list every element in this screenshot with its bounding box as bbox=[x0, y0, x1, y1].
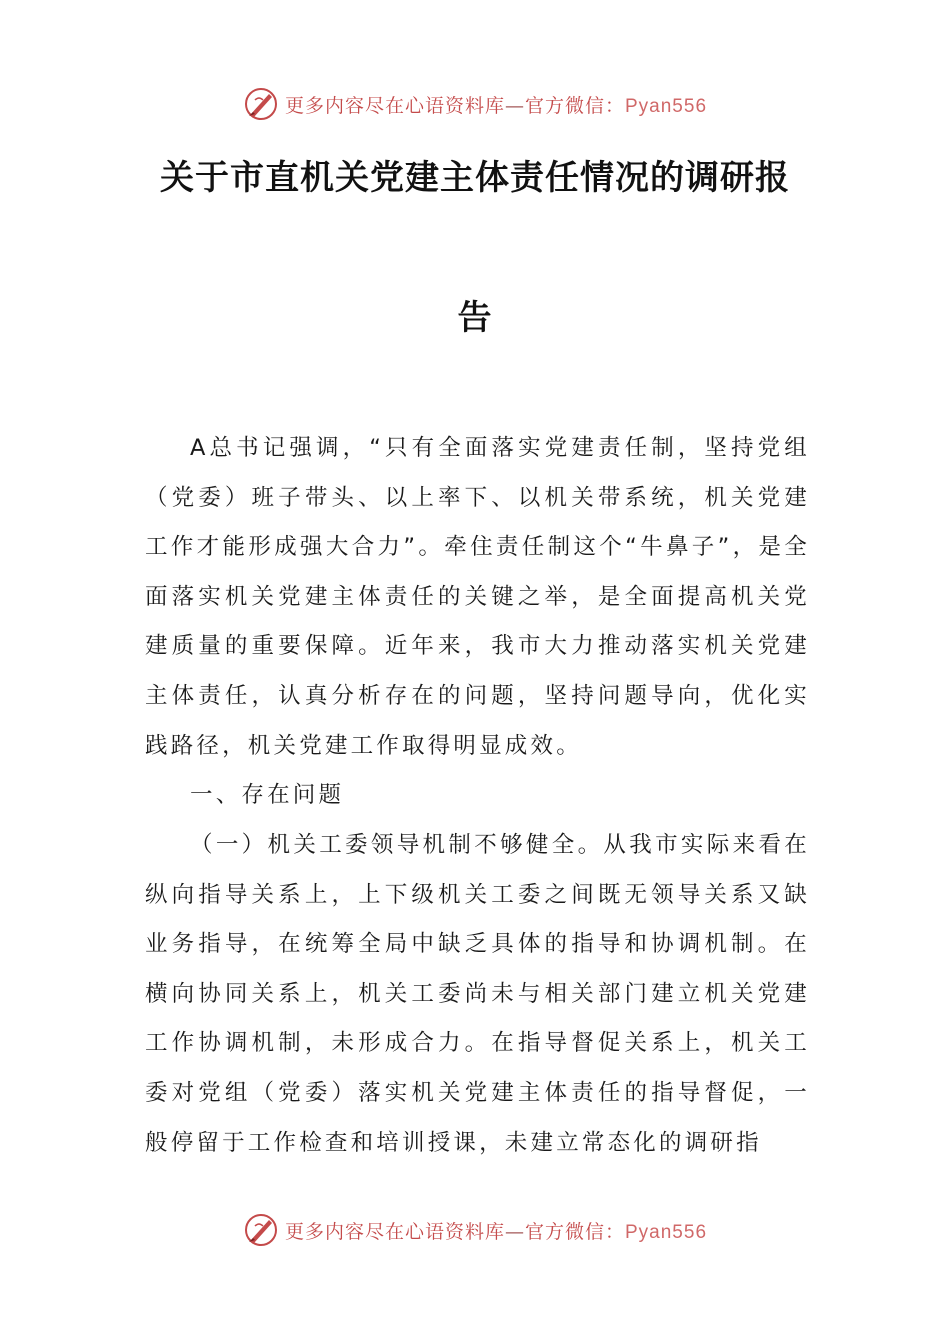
paragraph-intro-text: A总书记强调，“只有全面落实党建责任制，坚持党组（党委）班子带头、以上率下、以机关带系统，机关党建工作才能形成强大合力”。牵住责任制这个“牛鼻子”，是全面落实机关党建主体责任的关键之举，是全面提高机关党建质量的重要保障。近年来，我市大力推动落实机关党建主体责任，认真分析存在的问题，坚持问题导向，优化实践路径，机关党建工作取得明显成效。 bbox=[145, 435, 810, 759]
paragraph-problem-1 bbox=[145, 821, 810, 1168]
document-title-line-1: 关于市直机关党建主体责任情况的调研报 bbox=[160, 158, 790, 198]
watermark-text: 更多内容尽在心语资料库—官方微信：Pyan556 bbox=[284, 1220, 708, 1243]
document-title-line-2: 告 bbox=[457, 298, 493, 338]
watermark-text: 更多内容尽在心语资料库—官方微信：Pyan556 bbox=[284, 94, 708, 117]
header-watermark bbox=[0, 84, 950, 124]
section-heading-text: 一、存在问题 bbox=[190, 782, 345, 808]
paragraph-problem-1-text: （一）机关工委领导机制不够健全。从我市实际来看在纵向指导关系上，上下级机关工委之间既无领导关系又缺业务指导，在统筹全局中缺乏具体的指导和协调机制。在横向协同关系上，机关工委尚未与相关部门建立机关党建工作协调机制，未形成合力。在指导督促关系上，机关工委对党组（党委）落实机关党建主体责任的指导督促，一般停留于工作检查和培训授课，未建立常态化的调研指 bbox=[145, 832, 810, 1156]
footer-watermark bbox=[0, 1210, 950, 1250]
section-heading bbox=[145, 771, 810, 821]
paragraph-intro bbox=[145, 424, 810, 771]
pen-logo-icon bbox=[243, 1212, 279, 1248]
pen-logo-icon bbox=[243, 86, 279, 122]
